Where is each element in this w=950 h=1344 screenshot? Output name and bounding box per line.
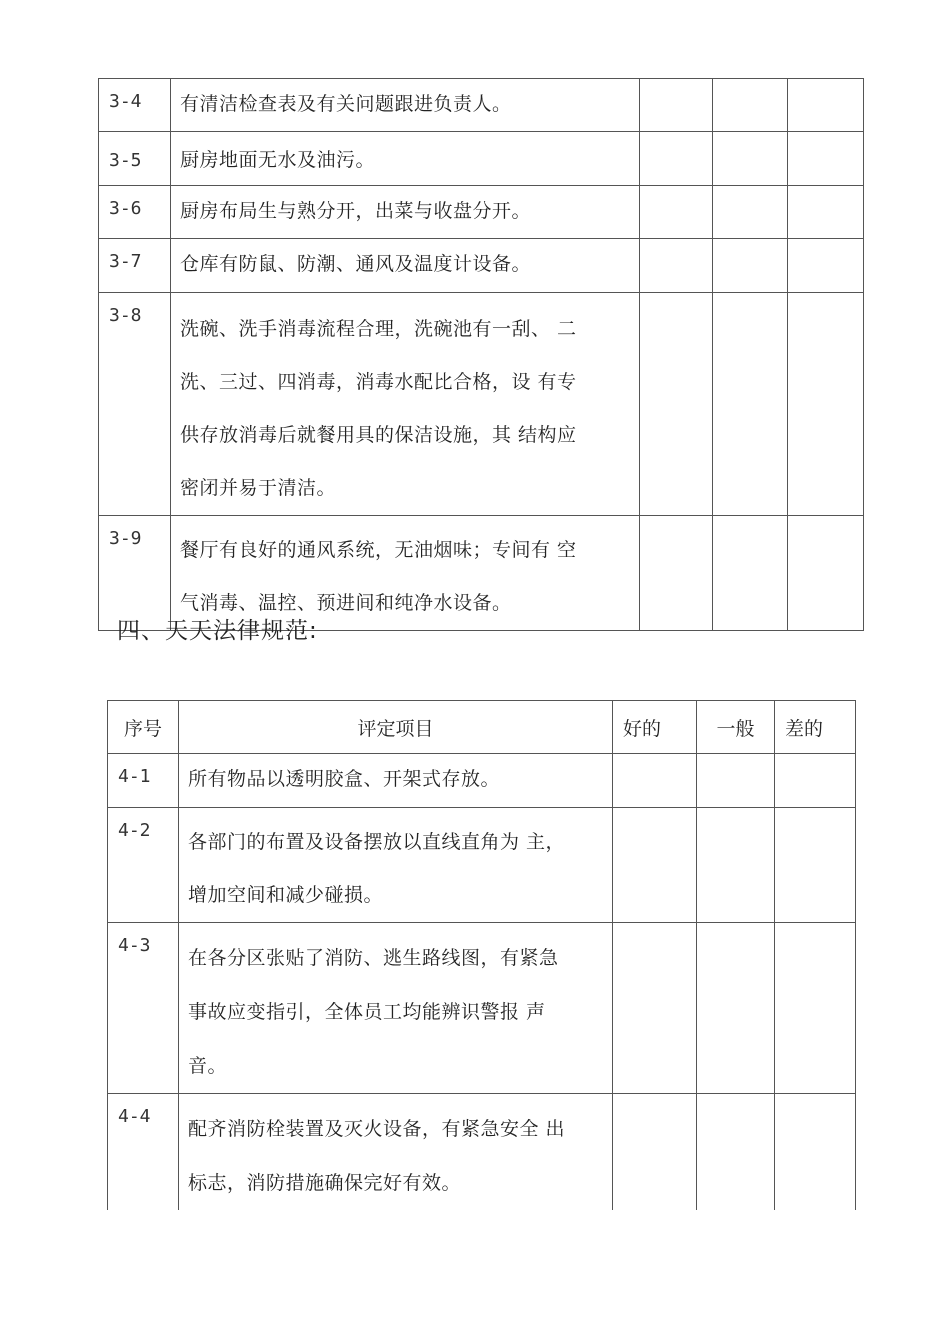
row-text: 厨房地面无水及油污。 xyxy=(171,132,640,186)
table-header-row xyxy=(108,701,856,754)
rating-average-cell[interactable] xyxy=(713,293,788,516)
rating-average-cell[interactable] xyxy=(713,186,788,239)
row-number: 3-8 xyxy=(99,293,171,516)
row-text-line: 标志，消防措施确保完好有效。 xyxy=(188,1172,462,1194)
section-heading: 四、天天法律规范: xyxy=(117,618,318,644)
header-good: 好的 xyxy=(613,701,697,754)
row-number: 3-9 xyxy=(99,516,171,631)
row-text-line: 配齐消防栓装置及灭火设备，有紧急安全 出 xyxy=(188,1118,566,1140)
rating-good-cell[interactable] xyxy=(640,186,713,239)
rating-poor-cell[interactable] xyxy=(775,808,856,923)
header-average: 一般 xyxy=(697,701,775,754)
rating-poor-cell[interactable] xyxy=(788,239,864,293)
row-number: 3-5 xyxy=(99,132,171,186)
table-row xyxy=(108,1094,856,1211)
row-text-line: 气消毒、温控、预进间和纯净水设备。 xyxy=(180,592,512,614)
table-row xyxy=(99,79,864,132)
table-row xyxy=(99,186,864,239)
row-text xyxy=(179,808,613,923)
row-text: 仓库有防鼠、防潮、通风及温度计设备。 xyxy=(171,239,640,293)
header-evaluation-item: 评定项目 xyxy=(179,701,613,754)
row-text-line: 洗、三过、四消毒，消毒水配比合格，设 有专 xyxy=(180,371,577,393)
rating-good-cell[interactable] xyxy=(640,293,713,516)
rating-average-cell[interactable] xyxy=(713,79,788,132)
row-number: 4-4 xyxy=(108,1094,179,1211)
row-text-line: 餐厅有良好的通风系统，无油烟味；专间有 空 xyxy=(180,539,577,561)
rating-good-cell[interactable] xyxy=(640,79,713,132)
rating-poor-cell[interactable] xyxy=(775,923,856,1094)
rating-good-cell[interactable] xyxy=(640,132,713,186)
row-text-line: 各部门的布置及设备摆放以直线直角为 主， xyxy=(188,831,566,853)
row-text xyxy=(179,1094,613,1211)
rating-poor-cell[interactable] xyxy=(788,186,864,239)
table-row xyxy=(108,754,856,808)
rating-good-cell[interactable] xyxy=(613,754,697,808)
rating-good-cell[interactable] xyxy=(613,923,697,1094)
rating-good-cell[interactable] xyxy=(640,516,713,631)
row-text-line: 增加空间和减少碰损。 xyxy=(188,884,384,906)
row-number: 3-4 xyxy=(99,79,171,132)
row-text-line: 事故应变指引，全体员工均能辨识警报 声 xyxy=(188,1001,546,1023)
row-number: 3-7 xyxy=(99,239,171,293)
row-text-line: 洗碗、洗手消毒流程合理，洗碗池有一刮、 二 xyxy=(180,318,577,340)
inspection-table-4 xyxy=(107,700,856,1210)
rating-good-cell[interactable] xyxy=(640,239,713,293)
table-row xyxy=(99,293,864,516)
row-text-line: 供存放消毒后就餐用具的保洁设施，其 结构应 xyxy=(180,424,577,446)
table-row xyxy=(108,923,856,1094)
rating-good-cell[interactable] xyxy=(613,1094,697,1211)
rating-average-cell[interactable] xyxy=(713,132,788,186)
row-number: 4-3 xyxy=(108,923,179,1094)
rating-average-cell[interactable] xyxy=(713,239,788,293)
rating-average-cell[interactable] xyxy=(697,754,775,808)
row-text xyxy=(179,923,613,1094)
row-number: 3-6 xyxy=(99,186,171,239)
row-number: 4-1 xyxy=(108,754,179,808)
row-text xyxy=(171,293,640,516)
row-text-line: 音。 xyxy=(188,1055,228,1077)
row-number: 4-2 xyxy=(108,808,179,923)
rating-poor-cell[interactable] xyxy=(788,132,864,186)
rating-average-cell[interactable] xyxy=(697,1094,775,1211)
rating-poor-cell[interactable] xyxy=(788,293,864,516)
rating-average-cell[interactable] xyxy=(713,516,788,631)
rating-average-cell[interactable] xyxy=(697,808,775,923)
rating-poor-cell[interactable] xyxy=(775,1094,856,1211)
rating-good-cell[interactable] xyxy=(613,808,697,923)
table-row xyxy=(99,239,864,293)
table-row xyxy=(108,808,856,923)
row-text-line: 在各分区张贴了消防、逃生路线图，有紧急 xyxy=(188,947,559,969)
row-text xyxy=(179,754,613,808)
row-text: 厨房布局生与熟分开，出菜与收盘分开。 xyxy=(171,186,640,239)
rating-poor-cell[interactable] xyxy=(775,754,856,808)
row-text-line: 密闭并易于清洁。 xyxy=(180,477,337,499)
rating-poor-cell[interactable] xyxy=(788,516,864,631)
rating-poor-cell[interactable] xyxy=(788,79,864,132)
inspection-table-3 xyxy=(98,78,864,631)
rating-average-cell[interactable] xyxy=(697,923,775,1094)
header-serial-number: 序号 xyxy=(108,701,179,754)
row-text: 有清洁检查表及有关问题跟进负责人。 xyxy=(171,79,640,132)
header-poor: 差的 xyxy=(775,701,856,754)
row-text-line: 所有物品以透明胶盒、开架式存放。 xyxy=(188,768,501,790)
table-row xyxy=(99,132,864,186)
